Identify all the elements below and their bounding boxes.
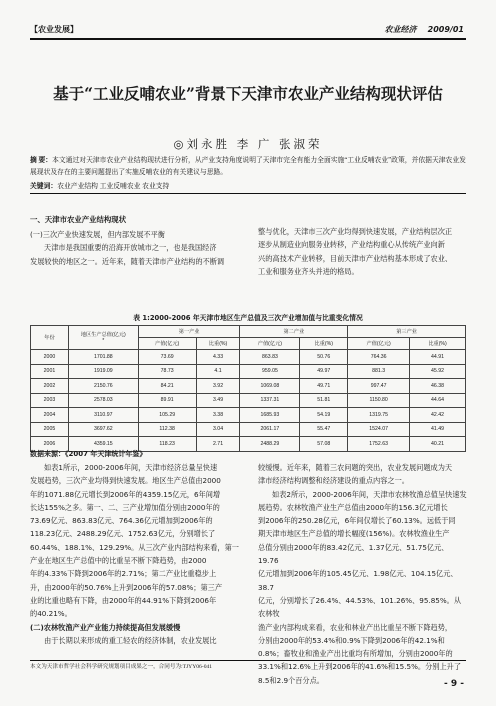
table-cell: 1150.80 — [348, 393, 410, 408]
table-row — [31, 408, 466, 423]
table-cell: 44.64 — [410, 393, 466, 408]
table-cell: 54.19 — [300, 408, 348, 423]
body-line: 如表2所示，2000-2006年间，天津市农林牧渔总值呈快速发 — [272, 489, 467, 499]
table-row — [31, 364, 466, 379]
subsection2-line: 由于长期以来形成的重工轻农的经济体制，农业发展比 — [44, 636, 217, 646]
table-row — [31, 379, 466, 394]
table-cell: 78.73 — [138, 364, 196, 379]
table-cell: 89.91 — [138, 393, 196, 408]
journal-name: 农业经济 — [384, 25, 417, 34]
body-line: 8.5和2.9个百分点。 — [258, 675, 324, 685]
sub-value-header: 产值(亿元) — [138, 338, 196, 350]
col-gdp-header — [68, 326, 138, 350]
body-line: 33.1%和12.6%上升到2006年的41.6%和15.5%。分别上升了 — [258, 662, 462, 672]
body-line: 业的比重也略有下降，由2000年的44.91%下降到2006年 — [30, 595, 217, 605]
table-row — [31, 393, 466, 408]
table-cell: 73.69 — [138, 350, 196, 365]
table-cell: 2004 — [31, 408, 69, 423]
section1-right-line: 兴的高技术产业转移，目前天津市产业结构基本形成了农业、 — [258, 253, 453, 263]
section1-para-line: 天津市是我国重要的沿海开放城市之一，也是我国经济 — [44, 243, 217, 253]
table-cell: 1069.08 — [240, 379, 300, 394]
table-cell: 2006 — [31, 437, 69, 452]
body-line: 升，由2000年的50.76%上升到2006年的57.08%；第三产 — [30, 582, 223, 592]
table-cell: 42.42 — [410, 408, 466, 423]
journal-issue — [385, 24, 464, 35]
table-cell: 40.21 — [410, 437, 466, 452]
section1-heading: 一、天津市农业产业结构现状 — [30, 215, 127, 224]
sub-value-header: 产值(亿元) — [240, 338, 300, 350]
table-cell: 46.38 — [410, 379, 466, 394]
section1-right-line: 整与优化，天津市三次产业均得到快速发展，产业结构层次正 — [258, 227, 453, 236]
section1-right-line: 工业和服务业齐头并进的格局。 — [258, 266, 359, 276]
table-cell: 3697.62 — [68, 422, 138, 437]
table-cell: 997.47 — [348, 379, 410, 394]
body-right — [258, 461, 468, 687]
table-cell: 84.21 — [138, 379, 196, 394]
sub-ratio-header: 比重(%) — [196, 338, 240, 350]
abstract — [30, 155, 466, 178]
section1-right — [258, 225, 468, 278]
body-line: 渔产业内部构成来看，农业和林业产出比重呈不断下降趋势， — [258, 622, 453, 632]
body-line: 产业在地区生产总值中的比重呈不断下降趋势，由2000 — [30, 556, 207, 566]
table-cell: 3.38 — [196, 408, 240, 423]
header-rule — [30, 38, 466, 40]
authors: ◎刘永胜 李 广 张淑荣 — [173, 137, 323, 151]
table-cell: 2488.29 — [240, 437, 300, 452]
sub-ratio-header: 比重(%) — [410, 338, 466, 350]
body-line: 0.8%；畜牧业和渔业产出比重均有所增加，分别由2000年的 — [258, 649, 453, 659]
section1-right-line: 逐步从制造业向服务业转移，产业结构重心从传统产业向新 — [258, 240, 445, 250]
table-cell: 2002 — [31, 379, 69, 394]
table-cell: 2061.17 — [240, 422, 300, 437]
keywords-text: 农业产业结构 工业反哺农业 农业支持 — [57, 183, 170, 190]
table-cell: 1685.93 — [240, 408, 300, 423]
body-line: 60.44%、188.1%、129.29%。从三次产业内部结构来看，第一 — [30, 542, 239, 552]
table-cell: 50.76 — [300, 350, 348, 365]
table-cell: 2003 — [31, 393, 69, 408]
section1-para-line: 发展较快的地区之一。近年来，随着天津市产业结构的不断调 — [30, 256, 225, 266]
sub-value-header: 产值(亿元) — [348, 338, 410, 350]
table-cell: 1319.75 — [348, 408, 410, 423]
group-primary-header: 第一产业 — [138, 326, 240, 338]
table-source: 数据来源：《2007 年天津统计年鉴》 — [30, 450, 147, 458]
table-cell: 45.92 — [410, 364, 466, 379]
col-year-header: 年份 — [31, 326, 69, 350]
table-cell: 118.23 — [138, 437, 196, 452]
table-cell: 4.1 — [196, 364, 240, 379]
table-cell: 764.36 — [348, 350, 410, 365]
table-cell: 105.29 — [138, 408, 196, 423]
subsection2-heading: (二)农林牧渔产业产业能力持续提高但发展缓慢 — [30, 623, 181, 632]
table-cell: 55.47 — [300, 422, 348, 437]
body-line: 较缓慢。近年来，随着三农问题的突出，农业发展问题成为天 — [258, 463, 453, 472]
section1-left — [30, 214, 245, 268]
table-cell: 2005 — [31, 422, 69, 437]
table-cell: 2001 — [31, 364, 69, 379]
table-cell: 1524.07 — [348, 422, 410, 437]
issue-number: 2009/01 — [427, 25, 464, 34]
table-cell: 4359.15 — [68, 437, 138, 452]
table-cell: 4.33 — [196, 350, 240, 365]
table-cell: 959.05 — [240, 364, 300, 379]
table-cell: 881.3 — [348, 364, 410, 379]
body-line: 亿元增加到2006年的105.45亿元、1.98亿元、104.15亿元、38.7 — [258, 569, 458, 592]
body-line: 津市经济结构调整和经济建设的重点内容之一。 — [258, 476, 409, 486]
table-title: 表 1:2000-2006 年天津市地区生产总值及三次产业增加值与比重变化情况 — [133, 314, 363, 322]
body-line: 到2006年的250.28亿元，6年间仅增长了60.13%。远低于同 — [258, 516, 456, 526]
article-title: 基于“工业反哺农业”背景下天津市农业产业结构现状评估 — [53, 84, 443, 103]
table-cell: 44.91 — [410, 350, 466, 365]
table-row — [31, 350, 466, 365]
section-tag: 【农业发展】 — [30, 25, 78, 34]
body-line: 亿元，分别增长了26.4%、44.53%、101.26%、95.85%。从农林牧 — [258, 595, 462, 619]
abstract-rule — [30, 193, 466, 194]
body-line: 118.23亿元、2488.29亿元、1752.63亿元，分别增长了 — [30, 529, 216, 539]
body-line: 展趋势。农林牧渔产业生产总值由2000年的156.3亿元增长 — [258, 502, 448, 512]
page-number: - 9 - — [444, 679, 464, 689]
sub-ratio-header: 比重(%) — [300, 338, 348, 350]
abstract-label: 摘 要： — [30, 157, 53, 164]
body-line: 长达155%之多。第一、二、三产业增加值分别由2000年的 — [30, 502, 220, 512]
table-cell: 49.97 — [300, 364, 348, 379]
body-line: 的40.21%。 — [30, 609, 72, 619]
table-cell: 2000 — [31, 350, 69, 365]
table-cell: 49.71 — [300, 379, 348, 394]
table-cell: 863.83 — [240, 350, 300, 365]
group-secondary-header: 第二产业 — [240, 326, 348, 338]
keywords-label: 关键词： — [30, 183, 58, 190]
table-cell: 1752.63 — [348, 437, 410, 452]
body-line: 总值分别由2000年的83.42亿元、1.37亿元、51.75亿元、19.76 — [258, 542, 449, 566]
body-line: 分别由2000年的53.4%和0.9%下降到2006年的42.1%和 — [258, 635, 445, 645]
subsection2 — [30, 621, 245, 648]
table-cell: 3.04 — [196, 422, 240, 437]
table-cell: 1919.09 — [68, 364, 138, 379]
body-left — [30, 461, 245, 621]
table-cell: 2578.03 — [68, 393, 138, 408]
abstract-text: 本文通过对天津市农业产业结构现状进行分析，从产业支持角度说明了天津市完全有能力全面实施“工业反哺农业”政策，并依据天津农业发展现状及存在的主要问题提出了实施反哺农业的有关建议与思路。 — [30, 157, 466, 176]
col-gdp-label: 地区生产总值(亿元) — [80, 332, 126, 338]
body-line: 年的1071.88亿元增长到2006年的4359.15亿元，6年间增 — [30, 489, 221, 499]
footnote-rule — [30, 660, 466, 661]
body-line: 如表1所示，2000-2006年间，天津市经济总量呈快速 — [44, 463, 218, 472]
table-cell: 3.92 — [196, 379, 240, 394]
body-line: 期天津市地区生产总值的增长幅度(156%)。农林牧渔业生产 — [258, 529, 450, 539]
table-cell: 3110.97 — [68, 408, 138, 423]
group-tertiary-header: 第三产业 — [348, 326, 466, 338]
table-cell: 1337.31 — [240, 393, 300, 408]
body-line: 73.69亿元、863.83亿元、764.36亿元增加到2006年的 — [30, 516, 213, 526]
gdp-table — [30, 325, 466, 452]
table-cell: 57.08 — [300, 437, 348, 452]
keywords — [30, 180, 169, 190]
table-cell: 41.49 — [410, 422, 466, 437]
body-line: 年的4.33%下降到2006年的2.71%；第二产业比重稳步上 — [30, 569, 217, 579]
table-cell: 1701.88 — [68, 350, 138, 365]
footnote: 本文为天津市哲学社会科学研究规划项目成果之一，合同号为:TJYY06-041 — [30, 664, 213, 670]
table-cell: 112.38 — [138, 422, 196, 437]
table-cell: 51.81 — [300, 393, 348, 408]
table-cell: 2150.76 — [68, 379, 138, 394]
table-row — [31, 422, 466, 437]
table-cell: 3.49 — [196, 393, 240, 408]
table-cell: 2.71 — [196, 437, 240, 452]
col-gdp-mark: * — [102, 338, 105, 344]
section1-subheading: (一)三次产业快速发展，但内部发展不平衡 — [30, 230, 165, 239]
body-line: 发展趋势，三次产业均得到快速发展。地区生产总值由2000 — [30, 476, 221, 486]
